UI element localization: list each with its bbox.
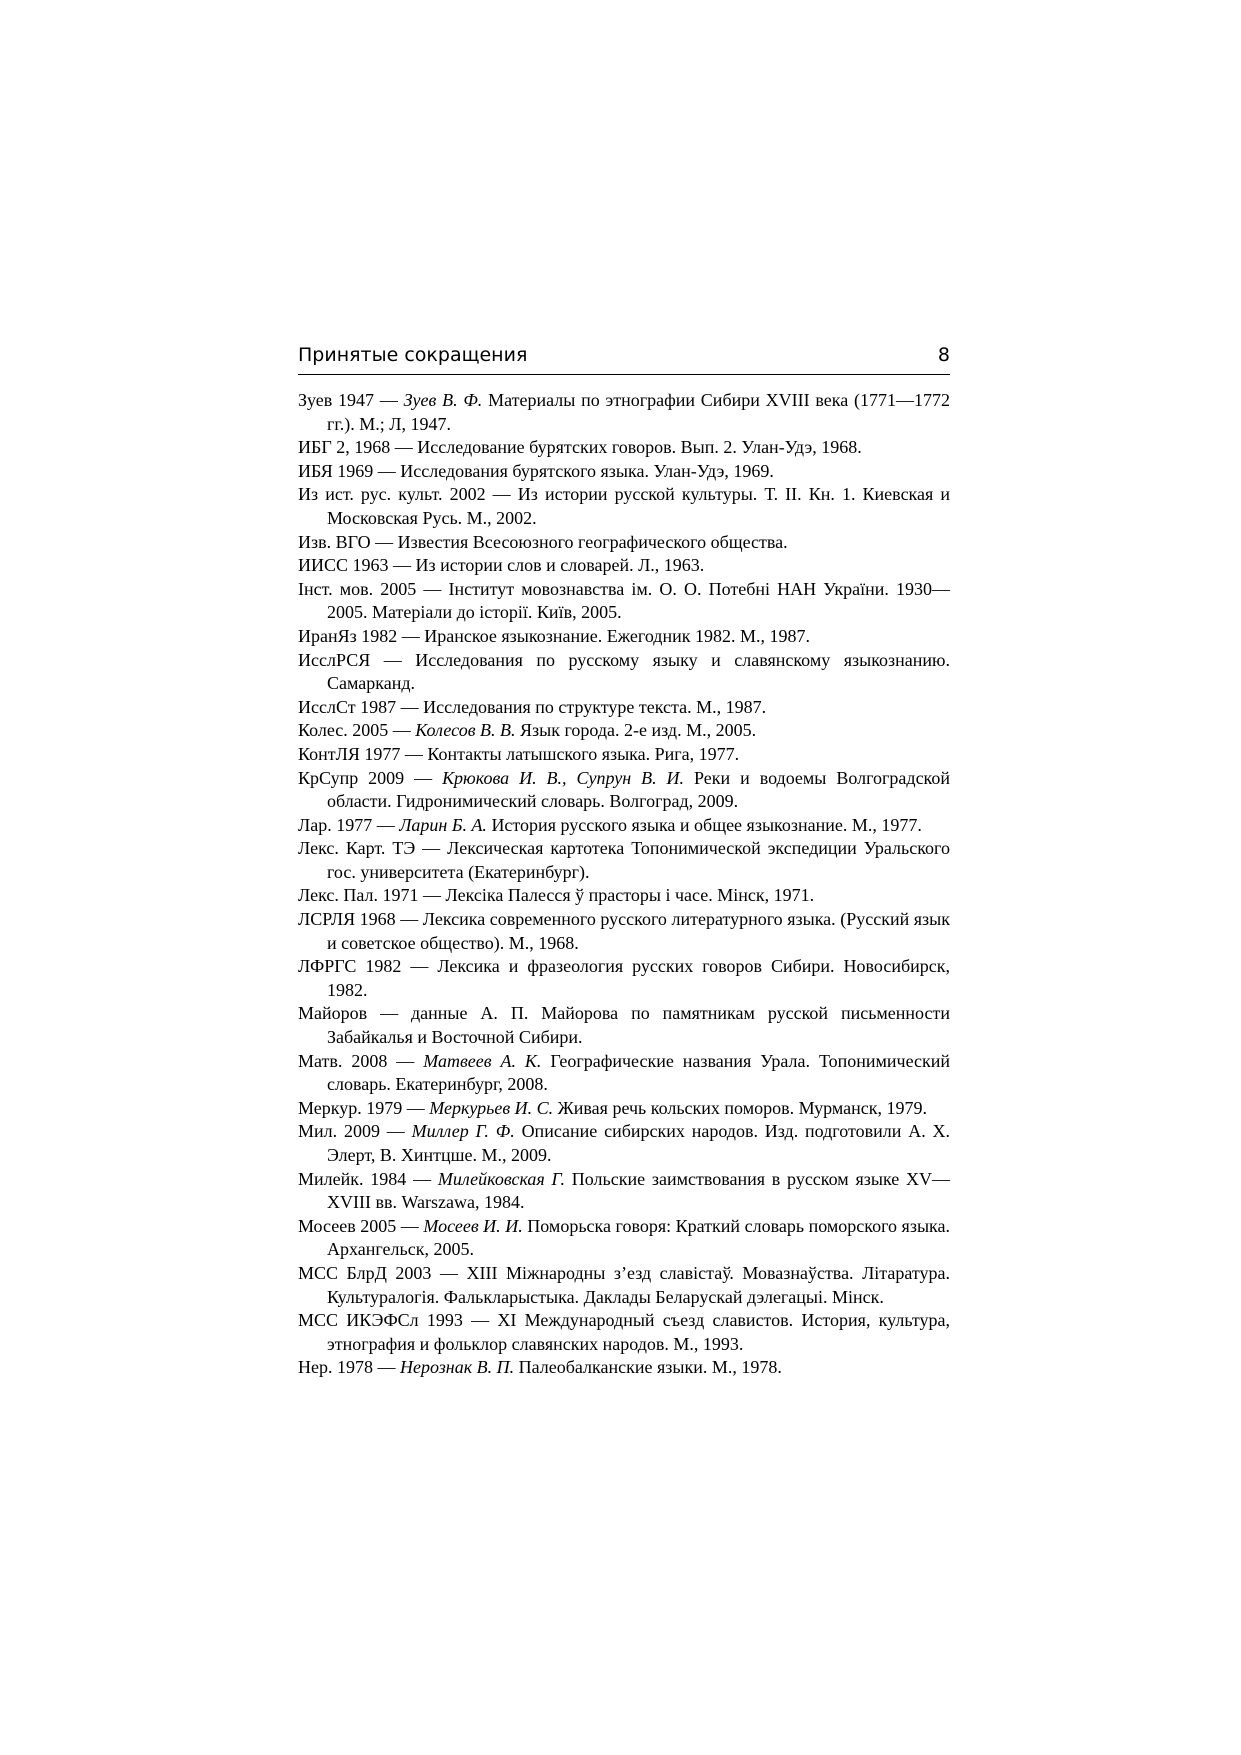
entry-dash: — (370, 531, 398, 552)
entry-description: Лексика современного русского литературного языка. (Русский язык и советское общество). М., 1968. (327, 909, 951, 953)
abbreviations-list (298, 389, 950, 1380)
entry-abbreviation: ИБГ 2, 1968 (298, 437, 391, 458)
entry-dash: — (485, 484, 518, 505)
entry-description: Польские заимствования в русском языке XV—XVIII вв. Warszawa, 1984. (327, 1168, 951, 1213)
entry-abbreviation: МСС ИКЭФСл 1993 (298, 1310, 463, 1331)
entry-author: Колесов В. В. (415, 720, 516, 741)
entry-description: Язык города. 2-е изд. М., 2005. (520, 720, 757, 741)
entry-author: Зуев В. Ф. (403, 390, 483, 410)
abbreviation-entry (298, 554, 950, 578)
entry-dash: — (373, 1357, 400, 1378)
abbreviation-entry (298, 1309, 950, 1356)
entry-abbreviation: Лекс. Карт. ТЭ (298, 838, 416, 859)
entry-description: Поморьска говоря: Краткий словарь поморского языка. Архангельск, 2005. (327, 1215, 951, 1260)
entry-abbreviation: ИсслСт 1987 (298, 696, 397, 717)
entry-description: данные А. П. Майорова по памятникам русской письменности Забайкалья и Восточной Сибири. (327, 1003, 950, 1048)
entry-abbreviation: Лар. 1977 (298, 814, 373, 835)
entry-abbreviation: Из ист. рус. культ. 2002 (298, 484, 486, 505)
entry-dash: — (402, 1097, 430, 1118)
abbreviation-entry (298, 1215, 950, 1262)
entry-abbreviation: Мосеев 2005 (298, 1215, 397, 1236)
entry-description: XI Международный съезд славистов. История, культура, этнография и фольклор славянских народов. М., 1993. (327, 1310, 951, 1354)
entry-abbreviation: Матв. 2008 (298, 1050, 388, 1071)
entry-abbreviation: Зуев 1947 (298, 390, 375, 410)
abbreviation-entry (298, 1168, 950, 1215)
entry-dash: — (416, 578, 449, 599)
entry-dash: — (396, 696, 424, 717)
entry-author: Меркурьев И. С. (429, 1097, 554, 1118)
entry-description: Лексіка Палесся ў прасторы і часе. Мінск, 1971. (445, 885, 815, 906)
abbreviation-entry (298, 436, 950, 460)
entry-dash: — (396, 1215, 424, 1236)
entry-abbreviation: Лекс. Пал. 1971 (298, 885, 419, 906)
entry-abbreviation: Майоров (298, 1003, 368, 1024)
entry-dash: — (373, 460, 401, 481)
abbreviation-entry (298, 625, 950, 649)
entry-author: Миллер Г. Ф. (411, 1121, 515, 1142)
abbreviation-entry (298, 460, 950, 484)
entry-dash: — (404, 767, 443, 788)
entry-abbreviation: МСС БлрД 2003 (298, 1262, 432, 1283)
entry-description: Живая речь кольских поморов. Мурманск, 1979. (557, 1097, 927, 1118)
entry-description: Лексика и фразеология русских говоров Сибири. Новосибирск, 1982. (327, 956, 950, 1000)
entry-dash: — (397, 625, 425, 646)
entry-author: Крюкова И. В., Супрун В. И. (442, 767, 685, 788)
entry-description: Реки и водоемы Волгоградской области. Гидронимический словарь. Волгоград, 2009. (327, 767, 951, 812)
entry-dash: — (387, 1050, 424, 1071)
entry-dash: — (415, 838, 448, 859)
entry-description: Исследования по структуре текста. М., 1987. (423, 696, 767, 717)
abbreviation-entry (298, 649, 950, 696)
entry-author: Ларин Б. А. (399, 814, 487, 835)
entry-abbreviation: Нер. 1978 (298, 1357, 373, 1378)
entry-description: Из истории слов и словарей. Л., 1963. (415, 555, 705, 576)
entry-author: Мосеев И. И. (423, 1215, 523, 1236)
entry-description: Исследования бурятского языка. Улан-Удэ, 1969. (400, 460, 774, 481)
page-number: 8 (937, 344, 950, 366)
entry-dash: — (370, 649, 416, 670)
entry-dash: — (400, 743, 428, 764)
entry-dash: — (374, 390, 404, 410)
entry-abbreviation: Изв. ВГО (298, 531, 371, 552)
entry-dash: — (395, 909, 423, 930)
abbreviation-entry (298, 578, 950, 625)
entry-abbreviation: Мил. 2009 (298, 1121, 380, 1142)
abbreviation-entry (298, 696, 950, 720)
abbreviation-entry (298, 837, 950, 884)
entry-dash: — (406, 1168, 438, 1189)
abbreviation-entry (298, 1002, 950, 1049)
abbreviation-entry (298, 908, 950, 955)
abbreviation-entry (298, 767, 950, 814)
entry-description: Исследование бурятских говоров. Вып. 2. Улан-Удэ, 1968. (417, 437, 862, 458)
entry-author: Матвеев А. К. (423, 1050, 542, 1071)
entry-dash: — (379, 1121, 412, 1142)
entry-abbreviation: ИИСС 1963 (298, 555, 389, 576)
entry-description: Інститут мовознавства ім. О. О. Потебні НАН України. 1930—2005. Матеріали до історії. Київ, 2005. (327, 578, 950, 623)
entry-description: XIII Міжнародны з’езд славістаў. Мовазнаўства. Літаратура. Культуралогія. Фалькларыстыка. Даклады Беларускай дэлегацыі. Мінск. (327, 1262, 950, 1307)
entry-dash: — (431, 1262, 467, 1283)
page (298, 340, 950, 1380)
abbreviation-entry (298, 483, 950, 530)
entry-description: Описание сибирских народов. Изд. подготовили А. Х. Элерт, В. Хинтцше. М., 2009. (327, 1121, 951, 1165)
entry-abbreviation: Милейк. 1984 (298, 1168, 407, 1189)
entry-description: Палеобалканские языки. М., 1978. (518, 1357, 782, 1378)
entry-abbreviation: КрСупр 2009 (298, 767, 405, 788)
abbreviation-entry (298, 1097, 950, 1121)
entry-dash: — (372, 814, 400, 835)
entry-abbreviation: ИБЯ 1969 (298, 460, 374, 481)
entry-description: Исследования по русскому языку и славянскому языкознанию. Самарканд. (327, 649, 950, 694)
entry-abbreviation: Меркур. 1979 (298, 1097, 403, 1118)
entry-author: Милейковская Г. (437, 1168, 565, 1189)
entry-description: Контакты латышского языка. Рига, 1977. (427, 743, 740, 764)
abbreviation-entry (298, 1262, 950, 1309)
running-head-title: Принятые сокращения (298, 344, 528, 366)
abbreviation-entry (298, 814, 950, 838)
entry-description: Географические названия Урала. Топонимический словарь. Екатеринбург, 2008. (327, 1050, 951, 1095)
abbreviation-entry (298, 1120, 950, 1167)
abbreviation-entry (298, 743, 950, 767)
abbreviation-entry (298, 389, 950, 436)
abbreviation-entry (298, 884, 950, 908)
entry-dash: — (388, 720, 416, 741)
abbreviation-entry (298, 1050, 950, 1097)
entry-abbreviation: ЛСРЛЯ 1968 (298, 909, 396, 930)
abbreviation-entry (298, 1356, 950, 1380)
entry-description: История русского языка и общее языкознание. М., 1977. (491, 814, 922, 835)
entry-abbreviation: Колес. 2005 (298, 720, 389, 741)
entry-dash: — (388, 555, 416, 576)
entry-dash: — (418, 885, 446, 906)
running-head (298, 340, 950, 375)
abbreviation-entry (298, 719, 950, 743)
entry-description: Из истории русской культуры. Т. II. Кн. 1. Киевская и Московская Русь. М., 2002. (327, 484, 951, 528)
entry-abbreviation: ИранЯз 1982 (298, 625, 398, 646)
abbreviation-entry (298, 531, 950, 555)
entry-abbreviation: Інст. мов. 2005 (298, 578, 417, 599)
entry-description: Иранское языкознание. Ежегодник 1982. М., 1987. (424, 625, 810, 646)
entry-description: Лексическая картотека Топонимической экспедиции Уральского гос. университета (Екатеринбург). (327, 838, 950, 882)
entry-dash: — (462, 1310, 498, 1331)
entry-description: Материалы по этнографии Сибири XVIII века (1771—1772 гг.). М.; Л, 1947. (327, 390, 950, 434)
entry-dash: — (390, 437, 418, 458)
entry-description: Известия Всесоюзного географического общества. (397, 531, 788, 552)
entry-author: Нерознак В. П. (400, 1357, 515, 1378)
entry-abbreviation: ЛФРГС 1982 (298, 956, 402, 977)
entry-dash: — (401, 956, 438, 977)
entry-dash: — (367, 1003, 411, 1024)
abbreviation-entry (298, 955, 950, 1002)
entry-abbreviation: ИсслРСЯ (298, 649, 371, 670)
entry-abbreviation: КонтЛЯ 1977 (298, 743, 401, 764)
